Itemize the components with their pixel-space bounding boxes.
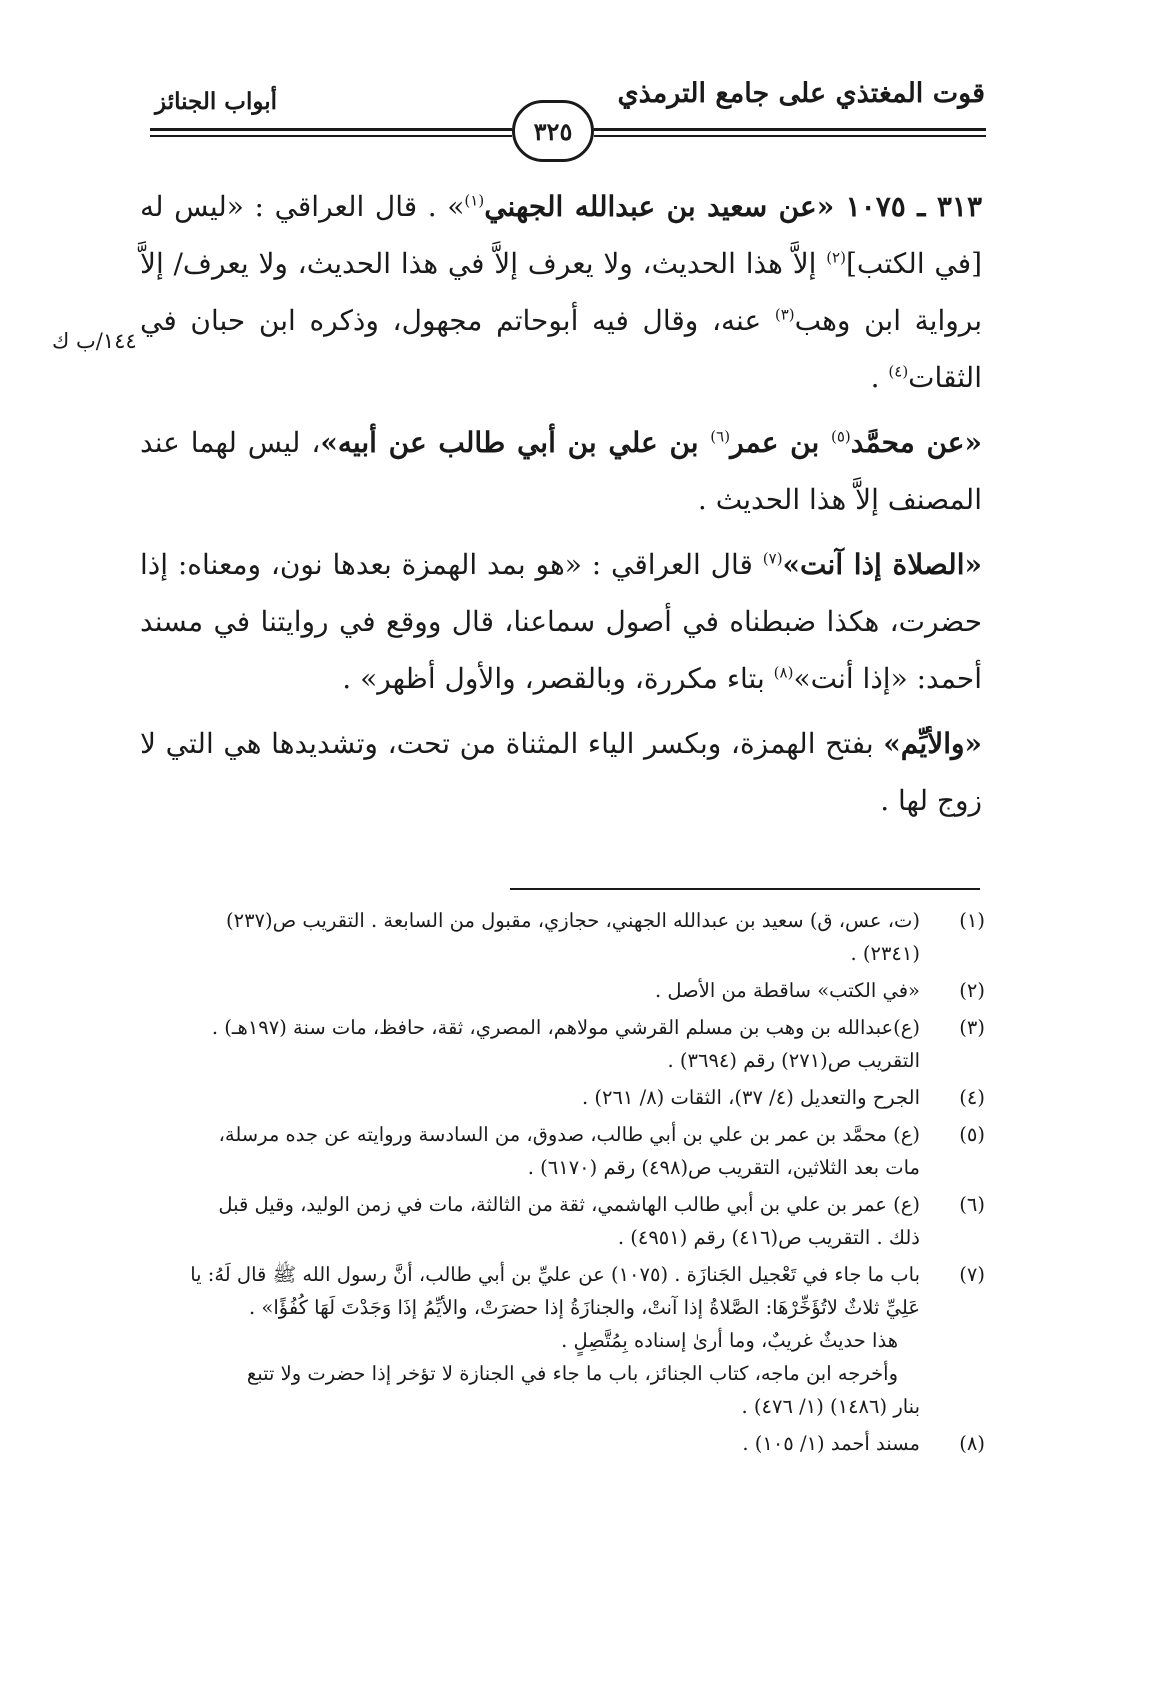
footnote-line: هذا حديثٌ غريبٌ، وما أرىٰ إسناده بِمُتَّصِلٍ . <box>561 1329 898 1352</box>
footnote-number: (١) <box>959 909 985 932</box>
footnote-line: عَلِيِّ ثلاثٌ لاتُؤَخِّرْهَا: الصَّلاةُ إذا آنتْ، والجنازَةُ إذا حضرَتْ، والأيِّمُ إذَا وَجَدْتَ لَهَا كُفُؤًا» . <box>249 1296 920 1319</box>
footnote-ref-1: (١) <box>464 191 485 210</box>
page-number: ٣٢٥ <box>533 116 573 146</box>
text-run: لهما عند المصنف إلاَّ هذا الحديث . <box>140 426 982 516</box>
paragraph-2 <box>140 414 982 528</box>
footnote-6 <box>150 1188 985 1254</box>
footnote-line: (ع) محمَّد بن عمر بن علي بن أبي طالب، صدوق، من السادسة وروايته عن جده مرسلة، <box>218 1123 920 1146</box>
footnote-line: (٢٣٤١) . <box>850 942 920 965</box>
footnote-ref-6: (٦) <box>710 427 731 446</box>
text-run: بتاء مكررة، وبالقصر، والأول <box>444 662 774 695</box>
text-run: . <box>870 361 889 394</box>
footnote-line: الجرح والتعديل (٤/ ٣٧)، الثقات (٨/ ٢٦١) . <box>581 1086 920 1109</box>
text-run: «ليس له [في الكتب] <box>140 190 983 280</box>
quote-bold: «والأيِّم» <box>883 727 982 760</box>
book-title: قوت المغتذي على جامع الترمذي <box>617 78 985 109</box>
footnote-line: ذلك . التقريب ص(٤١٦) رقم (٤٩٥١) . <box>617 1226 920 1249</box>
text-run: ومعناه: إذا حضرت، هكذا ضبطناه في أصول سماعنا، قال ووقع في <box>140 548 983 638</box>
footnote-line: باب ما جاء في تَعْجيل الجَنازَة . (١٠٧٥) عن عليِّ بن أبي طالب، أنَّ رسول الله ﷺ قال لَهُ: يا <box>190 1263 920 1286</box>
footnote-ref-5: (٥) <box>830 427 851 446</box>
paragraph-4 <box>140 715 982 829</box>
header-rule-left-thick <box>150 128 512 131</box>
footnote-number: (٤) <box>959 1086 985 1109</box>
footnote-1 <box>150 904 985 970</box>
quote-bold: بن علي بن أبي طالب عن أبيه» <box>320 426 711 459</box>
footnote-line: (ت، عس، ق) سعيد بن عبدالله الجهني، حجازي، مقبول من السابعة . التقريب ص(٢٣٧) <box>225 909 920 932</box>
footnotes <box>150 904 985 1464</box>
text-run: مجهول، وذكره ابن حبان في الثقات <box>140 304 982 394</box>
footnote-number: (٢) <box>959 979 985 1002</box>
text-run: روايتنا في مسند أحمد: «إذا أنت» <box>140 605 982 695</box>
footnote-separator <box>510 888 980 890</box>
footnote-ref-3: (٣) <box>774 305 795 324</box>
quote-bold: «عن محمَّد <box>850 426 982 459</box>
header-rule-right-thick <box>594 128 986 131</box>
quote-bold: «الصلاة إذا آنت» <box>782 548 982 581</box>
footnote-ref-4: (٤) <box>888 362 909 381</box>
footnote-line: «في الكتب» ساقطة من الأصل . <box>655 979 920 1002</box>
footnote-2 <box>150 974 985 1007</box>
footnote-number: (٦) <box>959 1193 985 1216</box>
text-run: أظهر» . <box>342 662 436 695</box>
footnote-4 <box>150 1081 985 1114</box>
text-run: ، ليس <box>247 426 321 459</box>
footnote-line: مسند أحمد (١/ ١٠٥) . <box>742 1432 920 1455</box>
text-run: قال العراقي : «هو بمد الهمزة بعدها نون، <box>270 548 763 581</box>
footnote-7 <box>150 1258 985 1423</box>
footnote-line: (ع)عبدالله بن وهب بن مسلم القرشي مولاهم، المصري، ثقة، حافظ، مات سنة (١٩٧هـ) . <box>211 1016 920 1039</box>
footnote-number: (٥) <box>959 1123 985 1146</box>
footnote-number: (٣) <box>959 1016 985 1039</box>
footnote-line: وأخرجه ابن ماجه، كتاب الجنائز، باب ما جاء في الجنازة لا تؤخر إذا حضرت ولا تتبع <box>246 1362 898 1385</box>
footnote-ref-2: (٢) <box>826 248 846 267</box>
text-run: التي لا زوج لها . <box>140 727 982 817</box>
chapter-title: أبواب الجنائز <box>155 88 278 115</box>
quote-bold: بن عمر <box>730 426 831 459</box>
text-run: بفتح الهمزة، وبكسر الياء المثناة من تحت، وتشديدها هي <box>223 727 884 760</box>
hadith-heading: ٣١٣ ـ ١٠٧٥ «عن سعيد بن عبدالله الجهني <box>484 190 982 223</box>
paragraph-3 <box>140 536 982 707</box>
text-run: عنه، وقال فيه أبوحاتم <box>496 304 775 337</box>
footnote-ref-8: (٨) <box>773 663 794 682</box>
footnote-ref-7: (٧) <box>762 549 783 568</box>
footnote-line: التقريب ص(٢٧١) رقم (٣٦٩٤) . <box>667 1049 920 1072</box>
page-number-badge <box>512 100 594 162</box>
footnote-8 <box>150 1427 985 1460</box>
footnote-3 <box>150 1011 985 1077</box>
header-rule-left-thin <box>150 135 512 137</box>
text-run: الحديث، ولا يعرف/ إلاَّ برواية ابن وهب <box>140 247 982 337</box>
text-run: إلاَّ هذا الحديث، ولا يعرف إلاَّ في هذا <box>400 247 827 280</box>
footnote-number: (٨) <box>959 1432 985 1455</box>
footnote-line: (ع) عمر بن علي بن أبي طالب الهاشمي، ثقة من الثالثة، مات في زمن الوليد، وقيل قبل <box>218 1193 920 1216</box>
footnote-number: (٧) <box>959 1263 985 1286</box>
margin-note: ١٤٤/ب ك <box>52 329 137 353</box>
footnote-line: مات بعد الثلاثين، التقريب ص(٤٩٨) رقم (٦١٧٠) . <box>527 1156 920 1179</box>
paragraph-1 <box>140 178 982 406</box>
footnote-line: بنار (١٤٨٦) (١/ ٤٧٦) . <box>741 1395 920 1418</box>
header-rule-right-thin <box>594 135 986 137</box>
text-run: » . قال العراقي : <box>254 190 465 223</box>
main-text <box>140 178 982 829</box>
footnote-5 <box>150 1118 985 1184</box>
